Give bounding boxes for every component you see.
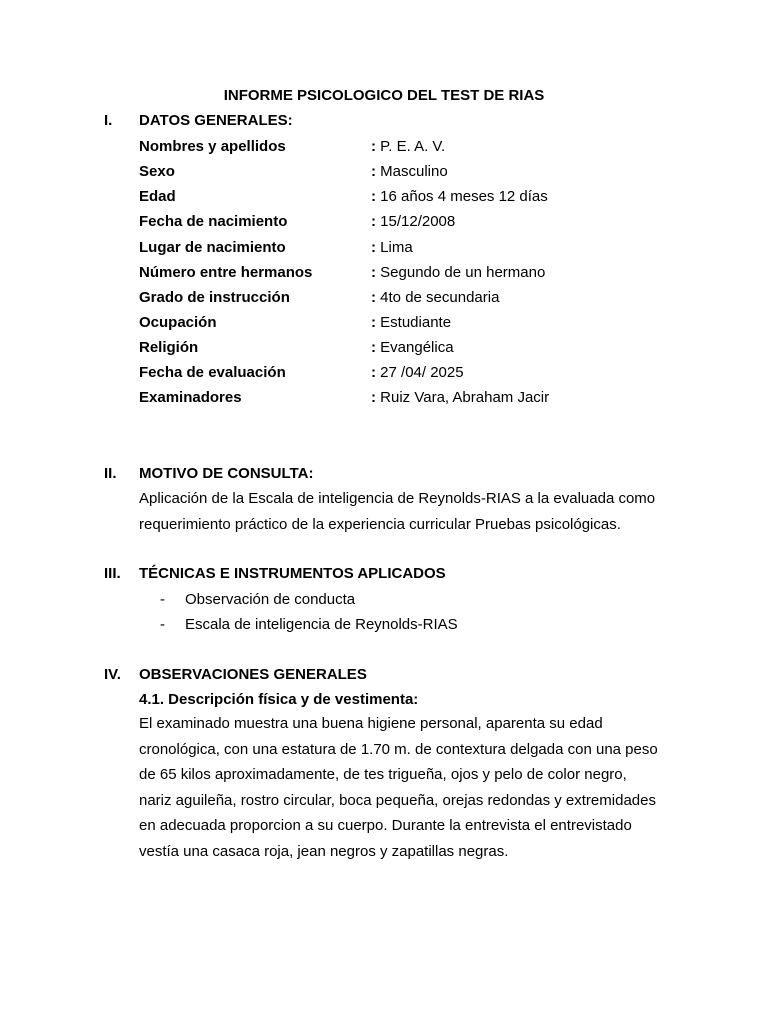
field-value-text: 4to de secundaria	[380, 289, 500, 306]
paragraph-line: en adecuada proporcion a su cuerpo. Durante la entrevista el entrevistado	[139, 817, 632, 834]
motivo-line-1: Aplicación de la Escala de inteligencia de Reynolds-RIAS a la evaluada como	[139, 490, 656, 507]
report-title: INFORME PSICOLOGICO DEL TEST DE RIAS	[223, 87, 545, 104]
field-value-edad	[371, 188, 548, 205]
field-separator: :	[371, 264, 376, 281]
field-separator: :	[371, 289, 376, 306]
section-2-title: MOTIVO DE CONSULTA:	[139, 465, 314, 482]
field-label-hermanos: Número entre hermanos	[139, 264, 313, 281]
field-value-text: Ruiz Vara, Abraham Jacir	[380, 389, 550, 406]
field-separator: :	[371, 188, 376, 205]
motivo-paragraph	[139, 486, 679, 537]
field-separator: :	[371, 163, 376, 180]
section-3-title: TÉCNICAS E INSTRUMENTOS APLICADOS	[139, 565, 446, 582]
subsection-4-1-title: 4.1. Descripción física y de vestimenta:	[139, 691, 419, 708]
field-separator: :	[371, 339, 376, 356]
observaciones-paragraph	[139, 711, 679, 864]
paragraph-line: de 65 kilos aproximadamente, de tes trigueña, ojos y pelo de color negro,	[139, 766, 627, 783]
field-value-grado	[371, 289, 499, 306]
paragraph-line: nariz aguileña, rostro circular, boca pequeña, orejas redondas y extremidades	[139, 791, 656, 809]
field-value-examinadores	[371, 389, 549, 406]
field-value-text: Masculino	[380, 163, 448, 180]
field-value-text: P. E. A. V.	[380, 138, 446, 155]
field-label-lugar-nacimiento: Lugar de nacimiento	[139, 239, 286, 256]
section-2-number: II.	[104, 465, 117, 482]
field-label-grado: Grado de instrucción	[139, 289, 290, 306]
field-separator: :	[371, 389, 376, 406]
list-item: Observación de conducta	[185, 591, 356, 608]
field-separator: :	[371, 314, 376, 331]
bullet-marker: -	[160, 616, 165, 633]
field-value-text: 15/12/2008	[380, 213, 456, 230]
field-separator: :	[371, 213, 376, 230]
field-value-religion	[371, 339, 454, 356]
field-value-nombres	[371, 138, 445, 155]
field-value-fecha-nacimiento	[371, 213, 455, 230]
section-1-title: DATOS GENERALES:	[139, 112, 293, 129]
paragraph-line: cronológica, con una estatura de 1.70 m. de contextura delgada con una peso	[139, 740, 658, 758]
field-value-hermanos	[371, 264, 545, 281]
field-label-religion: Religión	[139, 339, 199, 356]
field-label-nombres: Nombres y apellidos	[139, 138, 286, 155]
field-separator: :	[371, 138, 376, 155]
field-separator: :	[371, 364, 376, 381]
list-item: Escala de inteligencia de Reynolds-RIAS	[185, 616, 458, 633]
field-value-text: Lima	[380, 239, 413, 256]
paragraph-line: El examinado muestra una buena higiene personal, aparenta su edad	[139, 715, 603, 732]
section-3-number: III.	[104, 565, 121, 582]
section-4-title: OBSERVACIONES GENERALES	[139, 666, 367, 683]
field-value-ocupacion	[371, 314, 451, 331]
field-label-ocupacion: Ocupación	[139, 314, 217, 331]
field-value-lugar-nacimiento	[371, 239, 413, 256]
field-value-text: Segundo de un hermano	[380, 264, 546, 281]
section-4-number: IV.	[104, 666, 121, 683]
field-value-text: Evangélica	[380, 339, 454, 356]
field-label-fecha-evaluacion: Fecha de evaluación	[139, 364, 286, 381]
field-value-text: Estudiante	[380, 314, 452, 331]
field-value-text: 16 años 4 meses 12 días	[380, 188, 548, 205]
field-label-edad: Edad	[139, 188, 176, 205]
motivo-line-2: requerimiento práctico de la experiencia curricular Pruebas psicológicas.	[139, 515, 621, 533]
field-value-sexo	[371, 163, 448, 180]
paragraph-line: vestía una casaca roja, jean negros y zapatillas negras.	[139, 842, 509, 860]
field-value-text: 27 /04/ 2025	[380, 364, 464, 381]
field-label-examinadores: Examinadores	[139, 389, 242, 406]
field-separator: :	[371, 239, 376, 256]
field-label-fecha-nacimiento: Fecha de nacimiento	[139, 213, 288, 230]
field-value-fecha-evaluacion	[371, 364, 464, 381]
bullet-marker: -	[160, 591, 165, 608]
section-1-number: I.	[104, 112, 113, 129]
field-label-sexo: Sexo	[139, 163, 175, 180]
